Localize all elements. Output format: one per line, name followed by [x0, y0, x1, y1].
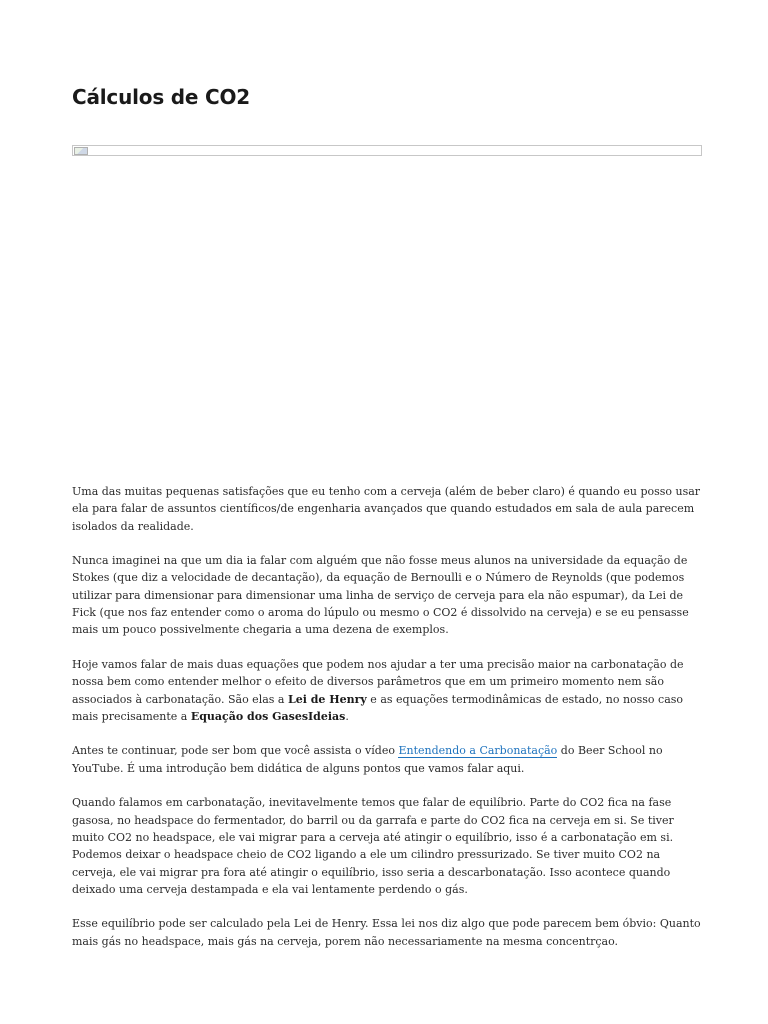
paragraph-examples: Nunca imaginei na que um dia ia falar com alguém que não fosse meus alunos na universidade da equação de Stokes (que diz a velocidade de decantação), da equação de Bernoulli e o Número de Reynolds (que podemos utilizar para dimensionar para dimensionar uma linha de serviço de cerveja para ela não espumar), da Lei de Fick (que nos faz entender como o aroma do lúpulo ou mesmo o CO2 é dissolvido na cerveja) e se eu pensasse mais um pouco possivelmente chegaria a uma dezena de exemplos. — [72, 554, 689, 637]
paragraph-equilibrium: Quando falamos em carbonatação, inevitavelmente temos que falar de equilíbrio. Parte do CO2 fica na fase gasosa, no headspace do fermentador, do barril ou da garrafa e parte do CO2 fica na cerveja em si. Se tiver muito CO2 no headspace, ele vai migrar para a cerveja até atingir o equilíbrio, isso é a carbonatação em si. Podemos deixar o headspace cheio de CO2 ligando a ele um cilindro pressurizado. Se tiver muito CO2 na cerveja, ele vai migrar pra fora até atingir o equilíbrio, isso seria a descarbonatação. Isso acontece quando deixado uma cerveja destampada e ela vai lentamente perdendo o gás. — [72, 796, 674, 896]
paragraph-text: e as equações termodinâmicas de estado, no nosso caso mais precisamente a — [72, 692, 684, 723]
paragraph-intro: Uma das muitas pequenas satisfações que eu tenho com a cerveja (além de beber claro) é quando eu posso usar ela para falar de assuntos científicos/de engenharia avançados que quando estudados em sala de aula parecem isolados da realidade. — [72, 485, 701, 533]
paragraph-text: Antes te continuar, pode ser bom que você assista o vídeo — [72, 744, 399, 758]
article-body — [72, 483, 704, 967]
lei-de-henry-bold: Lei de Henry — [287, 692, 367, 706]
paragraph-text: . — [345, 709, 349, 723]
page-title: Cálculos de CO2 — [72, 85, 251, 109]
featured-image-placeholder — [72, 145, 702, 156]
paragraph-text: Hoje vamos falar de mais duas equações que podem nos ajudar a ter uma precisão maior na carbonatação de nossa bem como entender melhor o efeito de diversos parâmetros que em um primeiro momento nem são associados à carbonatação. São elas a — [72, 657, 684, 706]
paragraph-equations — [72, 656, 704, 725]
paragraph-text: do Beer School no YouTube. É uma introdução bem didática de alguns pontos que vamos falar aqui. — [72, 744, 663, 775]
paragraph-video — [72, 742, 704, 777]
broken-image-icon — [74, 147, 88, 155]
paragraph-henry-law: Esse equilíbrio pode ser calculado pela Lei de Henry. Essa lei nos diz algo que pode parecem bem óbvio: Quanto mais gás no headspace, mais gás na cerveja, porem não necessariamente na mesma concentrçao. — [72, 917, 701, 948]
video-link[interactable]: Entendendo a Carbonatação — [398, 744, 558, 758]
equacao-gases-bold: Equação dos GasesIdeias — [190, 709, 346, 723]
